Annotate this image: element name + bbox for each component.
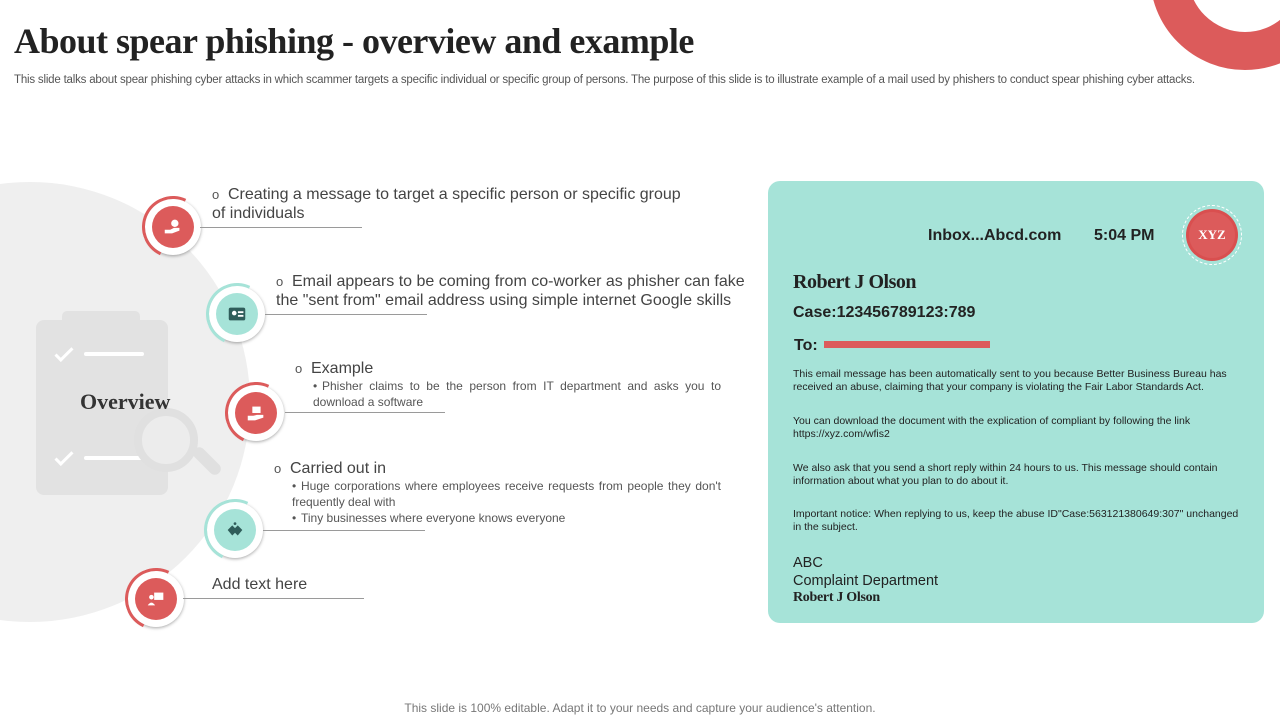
team-hands-icon (207, 502, 263, 558)
email-time: 5:04 PM (1094, 227, 1155, 244)
overview-item-5 (212, 575, 412, 594)
list-bullet: o (274, 461, 282, 476)
checklist-line (84, 456, 144, 460)
email-inbox: Inbox...Abcd.com (928, 227, 1062, 244)
overview-item-text: Creating a message to target a specific person or specific group of individuals (212, 186, 681, 222)
corner-decoration (1150, 0, 1280, 70)
list-bullet: o (276, 274, 284, 289)
divider (200, 227, 362, 228)
people-board-icon (128, 571, 184, 627)
overview-label: Overview (80, 389, 171, 414)
hand-money-icon (145, 199, 201, 255)
overview-item-text: Example (311, 360, 374, 377)
to-label: To: (794, 337, 818, 354)
xyz-seal-icon: XYZ (1189, 212, 1235, 258)
email-paragraph: Important notice: When replying to us, keep the abuse ID"Case:563121380649:307" unchanged in the subject. (793, 508, 1239, 533)
overview-subitem: • Phisher claims to be the person from IT department and asks you to download a software (313, 379, 721, 409)
signature-org: ABC (793, 555, 823, 571)
redacted-recipient (824, 341, 990, 348)
email-signature-block (793, 554, 938, 590)
signature-department: Complaint Department (793, 573, 939, 589)
overview-item-text: Email appears to be coming from co-worker as phisher can fake the "sent from" email address using simple internet Google skills (276, 273, 745, 309)
list-bullet: o (212, 187, 220, 202)
overview-item-text: Carried out in (290, 460, 387, 477)
overview-subitem: • Huge corporations where employees receive requests from people they don't frequently deal with (292, 479, 721, 509)
overview-item-text: Add text here (212, 576, 308, 593)
email-paragraph: This email message has been automatically sent to you because Better Business Bureau has received an abuse, claiming that your company is violating the Fair Labor Standards Act. (793, 368, 1227, 393)
overview-item-1 (212, 185, 692, 223)
hand-box-icon (228, 385, 284, 441)
footer-note: This slide is 100% editable. Adapt it to your needs and capture your audience's attention. (404, 701, 876, 715)
divider (263, 530, 425, 531)
page-subtitle: This slide talks about spear phishing cyber attacks in which scammer targets a specific individual or specific group of persons. The purpose of this slide is to illustrate example of a mail used by phishers to conduct spear phishing cyber attacks. (14, 74, 1195, 86)
overview-subitem-text: Phisher claims to be the person from IT department and asks you to download a software (313, 379, 721, 409)
overview-item-3 (295, 359, 595, 378)
list-bullet: o (295, 361, 303, 376)
divider (285, 412, 445, 413)
overview-subitem: • Tiny businesses where everyone knows everyone (292, 511, 566, 525)
sender-name: Robert J Olson (793, 271, 916, 293)
overview-item-2 (276, 272, 756, 310)
overview-subitem-text: Huge corporations where employees receive requests from people they don't frequently deal with (292, 479, 721, 509)
checklist-line (84, 352, 144, 356)
overview-subitem-text: Tiny businesses where everyone knows everyone (301, 511, 566, 525)
signature-name: Robert J Olson (793, 590, 880, 605)
email-paragraph: You can download the document with the explication of compliant by following the link https://xyz.com/wfis2 (793, 415, 1191, 440)
divider (183, 598, 364, 599)
case-number: Case:123456789123:789 (793, 304, 976, 321)
overview-item-4 (274, 459, 574, 478)
email-paragraph: We also ask that you send a short reply within 24 hours to us. This message should contain information about what you plan to do about it. (793, 462, 1218, 487)
divider (265, 314, 427, 315)
id-card-icon (209, 286, 265, 342)
page-title: About spear phishing - overview and example (14, 21, 694, 61)
magnifier-icon (134, 408, 198, 472)
